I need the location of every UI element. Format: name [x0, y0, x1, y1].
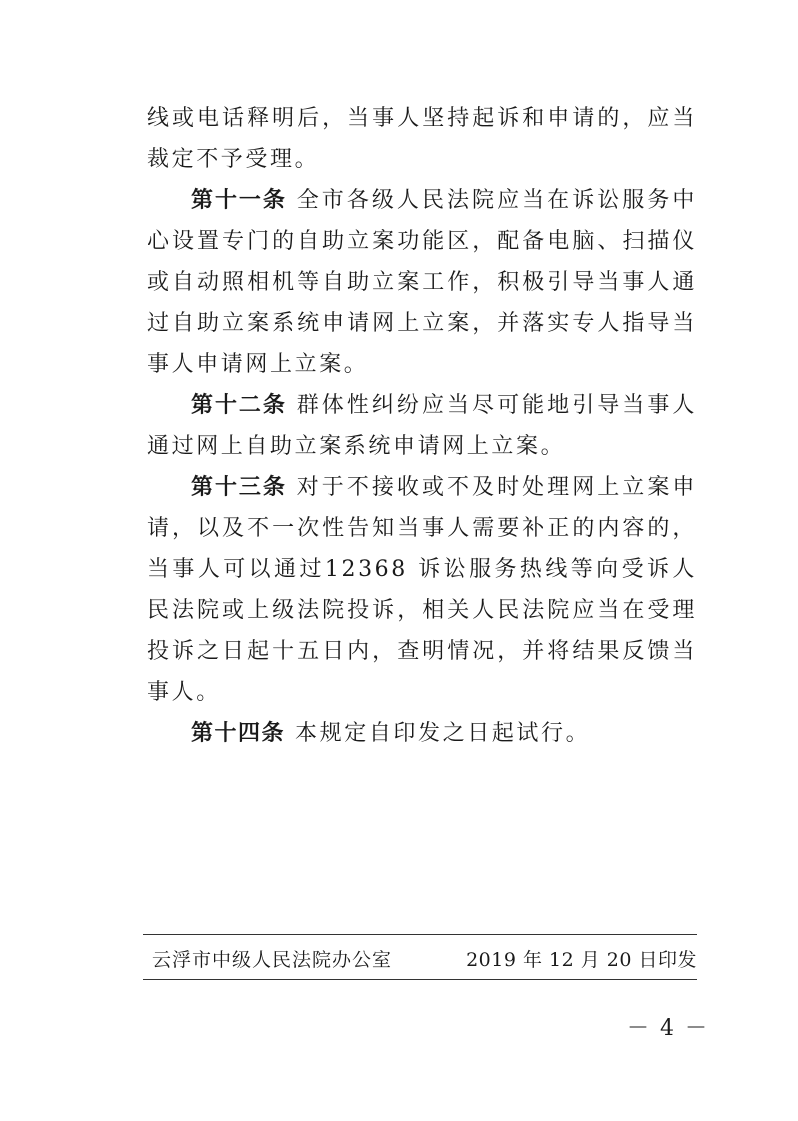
article-label: 第十一条 [191, 188, 287, 213]
issue-date: 2019 年 12 月 20 日印发 [466, 949, 697, 971]
footer-bottom-rule [143, 979, 697, 980]
document-body [147, 98, 697, 754]
article-text: 全市各级人民法院应当在诉讼服务中心设置专门的自助立案功能区，配备电脑、扫描仪或自动照相机等自助立案工作，积极引导当事人通过自助立案系统申请网上立案，并落实专人指导当事人申请网上立案。 [147, 188, 697, 377]
footer-issue-line [152, 945, 697, 975]
article-label: 第十二条 [191, 393, 287, 418]
article-label: 第十四条 [191, 721, 286, 746]
article-12 [147, 385, 697, 467]
article-text: 对于不接收或不及时处理网上立案申请，以及不一次性告知当事人需要补正的内容的，当事人可以通过12368 诉讼服务热线等向受诉人民法院或上级法院投诉，相关人民法院应当在受理投诉之日起十五日内，查明情况，并将结果反馈当事人。 [147, 475, 697, 705]
article-label: 第十三条 [191, 475, 287, 500]
article-11 [147, 180, 697, 385]
page-number: － 4 － [627, 1016, 709, 1041]
paragraph-continuation [147, 98, 697, 180]
article-13 [147, 467, 697, 713]
article-text: 群体性纠纷应当尽可能地引导当事人通过网上自助立案系统申请网上立案。 [147, 393, 697, 459]
article-text: 本规定自印发之日起试行。 [295, 721, 591, 746]
issuer-name: 云浮市中级人民法院办公室 [152, 949, 393, 971]
article-14 [147, 713, 697, 754]
paragraph-text: 线或电话释明后，当事人坚持起诉和申请的，应当裁定不予受理。 [147, 106, 697, 172]
footer-top-rule [143, 934, 697, 935]
